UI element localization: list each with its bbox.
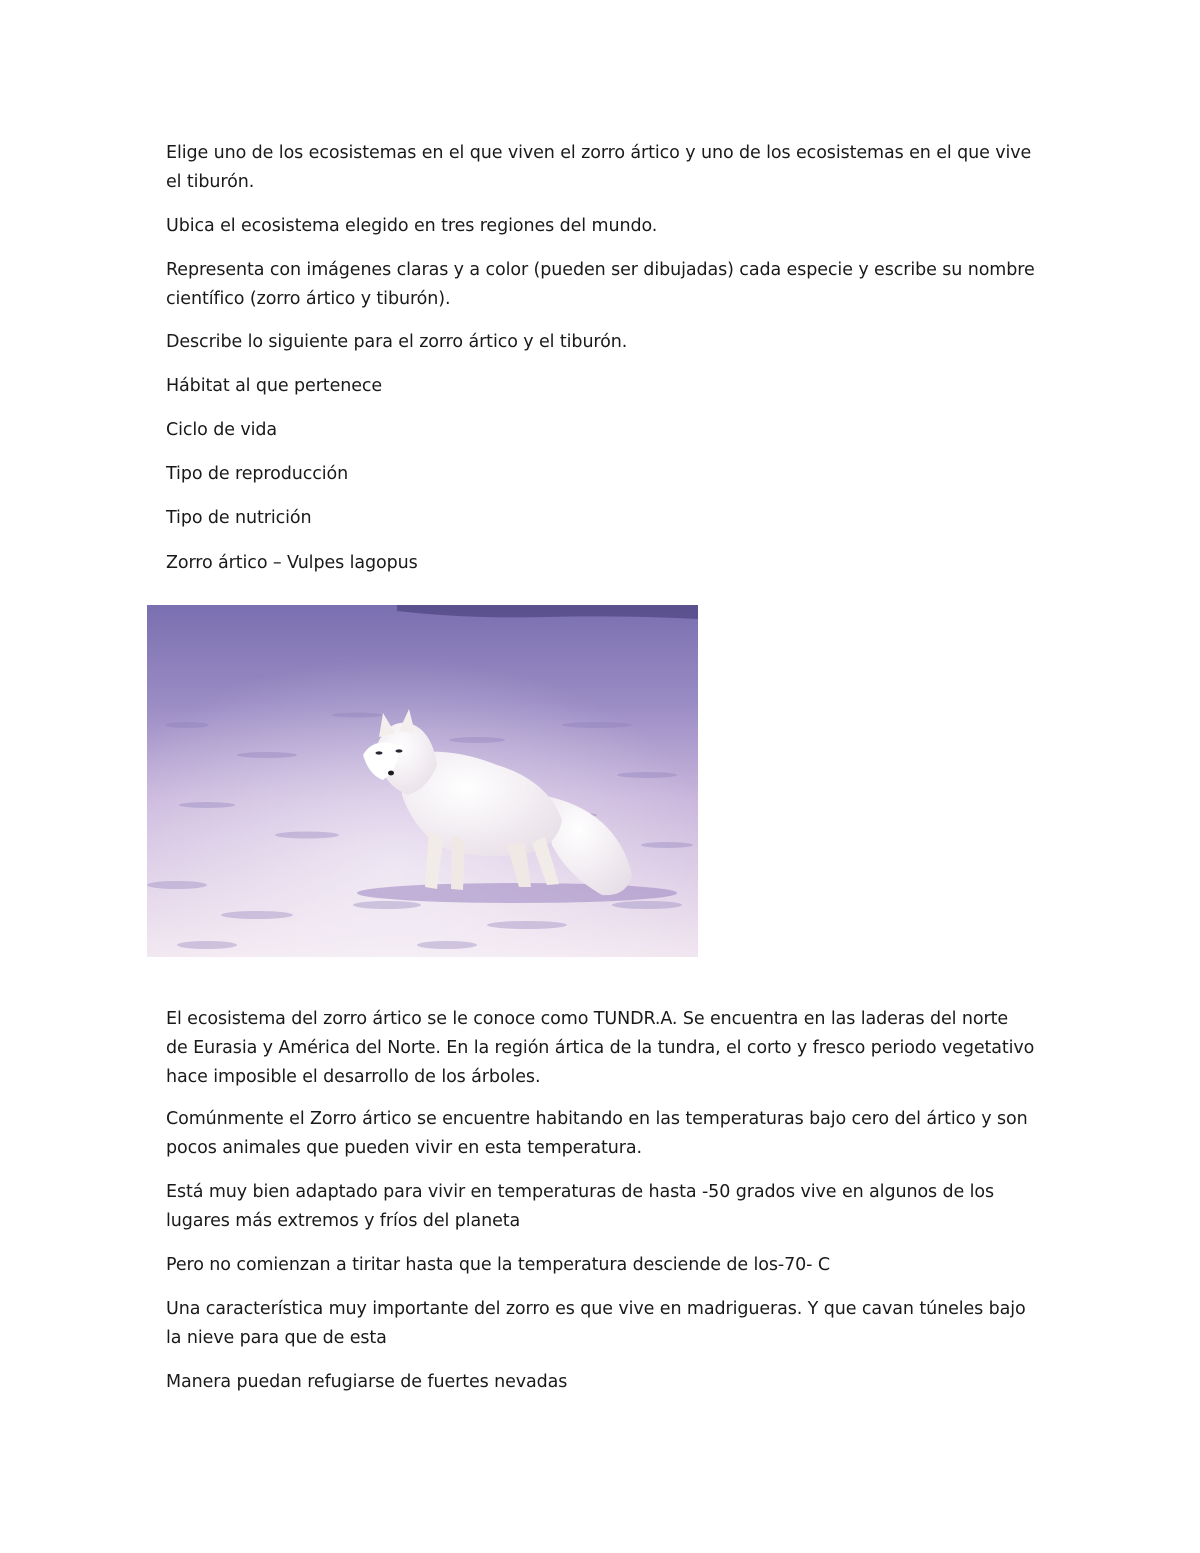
list-item-habitat: Hábitat al que pertenece	[166, 376, 383, 396]
text-line: Una característica muy importante del zorro es que vive en madrigueras. Y que cavan túneles bajo	[166, 1299, 1026, 1319]
paragraph-shiver: Pero no comienzan a tiritar hasta que la temperatura desciende de los-70- C	[166, 1255, 830, 1275]
paragraph-instructions	[166, 139, 1046, 197]
paragraph-tundra	[166, 1005, 1046, 1092]
paragraph-represent	[166, 256, 1046, 314]
list-item-life-cycle: Ciclo de vida	[166, 420, 278, 440]
list-item-nutrition: Tipo de nutrición	[166, 508, 312, 528]
text-line: científico (zorro ártico y tiburón).	[166, 289, 451, 309]
paragraph-burrows	[166, 1295, 1046, 1353]
text-line: Comúnmente el Zorro ártico se encuentre habitando en las temperaturas bajo cero del ártico y son	[166, 1109, 1028, 1129]
paragraph-locate: Ubica el ecosistema elegido en tres regiones del mundo.	[166, 216, 658, 236]
arctic-fox-photo	[147, 605, 698, 957]
species-heading: Zorro ártico – Vulpes lagopus	[166, 553, 418, 573]
text-line: El ecosistema del zorro ártico se le conoce como TUNDR.A. Se encuentra en las laderas del norte	[166, 1009, 1009, 1029]
paragraph-describe: Describe lo siguiente para el zorro ártico y el tiburón.	[166, 332, 628, 352]
text-line: lugares más extremos y fríos del planeta	[166, 1211, 521, 1231]
text-line: de Eurasia y América del Norte. En la región ártica de la tundra, el corto y fresco periodo vegetativo	[166, 1038, 1035, 1058]
paragraph-adaptation	[166, 1178, 1046, 1236]
paragraph-temperatures	[166, 1105, 1046, 1163]
paragraph-shelter: Manera puedan refugiarse de fuertes nevadas	[166, 1372, 568, 1392]
text-line: hace imposible el desarrollo de los árboles.	[166, 1067, 541, 1087]
text-line: Elige uno de los ecosistemas en el que viven el zorro ártico y uno de los ecosistemas en el que vive	[166, 143, 1032, 163]
text-line: pocos animales que pueden vivir en esta temperatura.	[166, 1138, 642, 1158]
list-item-reproduction: Tipo de reproducción	[166, 464, 349, 484]
text-line: el tiburón.	[166, 172, 255, 192]
text-line: la nieve para que de esta	[166, 1328, 387, 1348]
text-line: Representa con imágenes claras y a color (pueden ser dibujadas) cada especie y escribe su nombre	[166, 260, 1035, 280]
text-line: Está muy bien adaptado para vivir en temperaturas de hasta -50 grados vive en algunos de los	[166, 1182, 995, 1202]
